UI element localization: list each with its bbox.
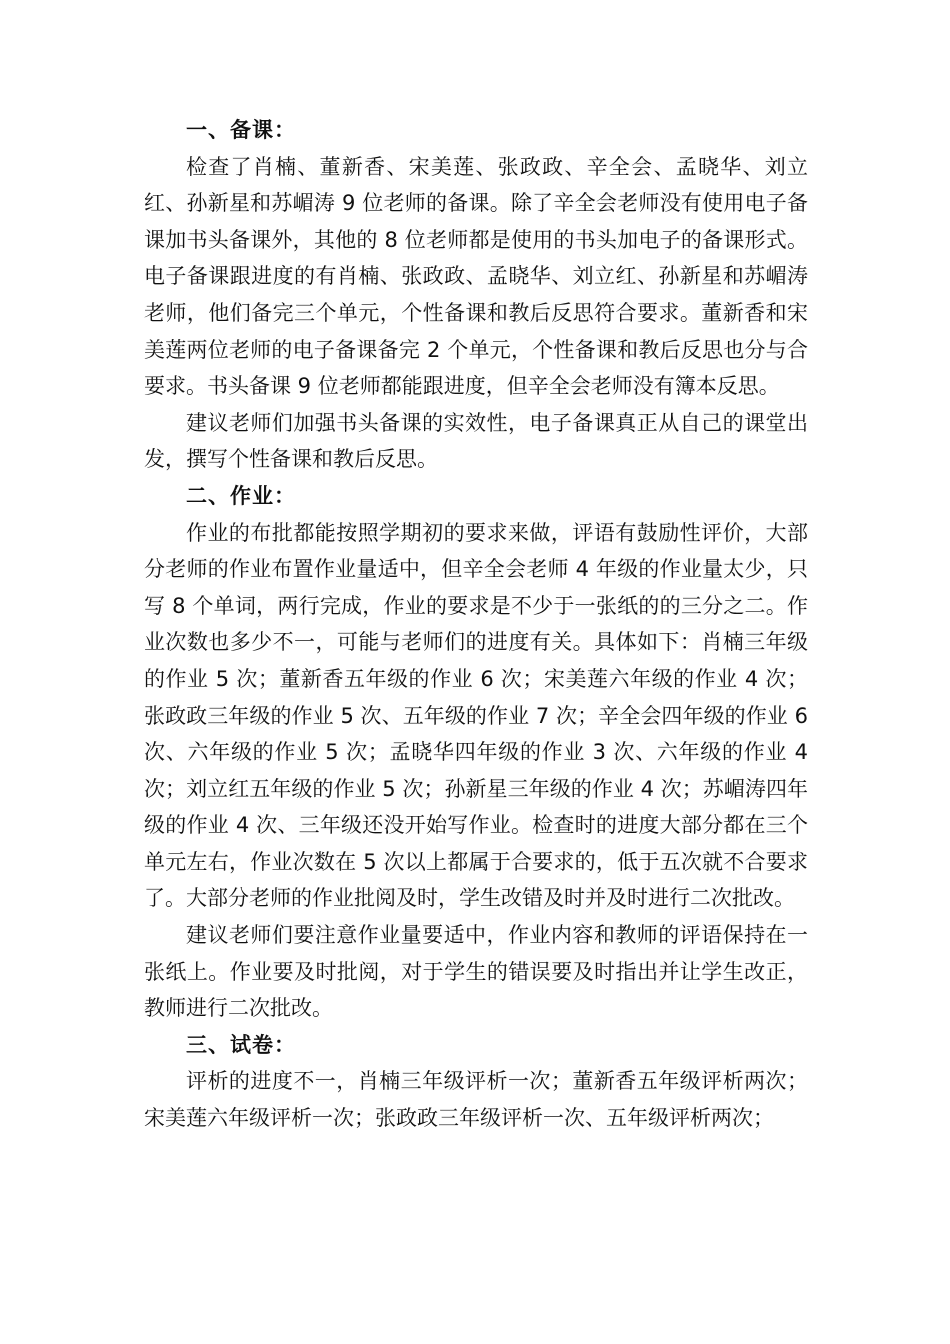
section-heading-homework: 二、作业： [186,483,296,508]
paragraph-lesson-prep-findings: 检查了肖楠、董新香、宋美莲、张政政、辛全会、孟晓华、刘立红、孙新星和苏嵋涛 9 位老师的备课。除了辛全会老师没有使用电子备课加书头备课外，其他的 8 位老师都是使用的书头加电子的备课形式。电子备课跟进度的有肖楠、张政政、孟晓华、刘立红、孙新星和苏嵋涛老师，他们备完三个单元，个性备课和教后反思符合要求。董新香和宋美莲两位老师的电子备课备完 2 个单元，个性备课和教后反思也分与合要求。书头备课 9 位老师都能跟进度，但辛全会老师没有簿本反思。 [144,154,808,399]
document-body [144,112,808,1137]
paragraph-lesson-prep-suggestion: 建议老师们加强书头备课的实效性，电子备课真正从自己的课堂出发，撰写个性备课和教后反思。 [144,410,808,472]
section-heading-lesson-prep: 一、备课： [186,118,296,142]
section-heading-test-papers: 三、试卷： [186,1032,296,1057]
paragraph-homework-findings: 作业的布批都能按照学期初的要求来做，评语有鼓励性评价，大部分老师的作业布置作业量适中，但辛全会老师 4 年级的作业量太少，只写 8 个单词，两行完成，作业的要求是不少于一张纸的的三分之二。作业次数也多少不一，可能与老师们的进度有关。具体如下：肖楠三年级的作业 5 次；董新香五年级的作业 6 次；宋美莲六年级的作业 4 次；张政政三年级的作业 5 次、五年级的作业 7 次；辛全会四年级的作业 6 次、六年级的作业 5 次；孟晓华四年级的作业 3 次、六年级的作业 4 次；刘立红五年级的作业 5 次；孙新星三年级的作业 4 次；苏嵋涛四年级的作业 4 次、三年级还没开始写作业。检查时的进度大部分都在三个单元左右，作业次数在 5 次以上都属于合要求的，低于五次就不合要求了。大部分老师的作业批阅及时，学生改错及时并及时进行二次批改。 [144,520,808,911]
paragraph-test-papers-findings: 评析的进度不一，肖楠三年级评析一次；董新香五年级评析两次；宋美莲六年级评析一次；张政政三年级评析一次、五年级评析两次； [144,1069,808,1131]
paragraph-homework-suggestion: 建议老师们要注意作业量要适中，作业内容和教师的评语保持在一张纸上。作业要及时批阅，对于学生的错误要及时指出并让学生改正，教师进行二次批改。 [144,923,808,1021]
